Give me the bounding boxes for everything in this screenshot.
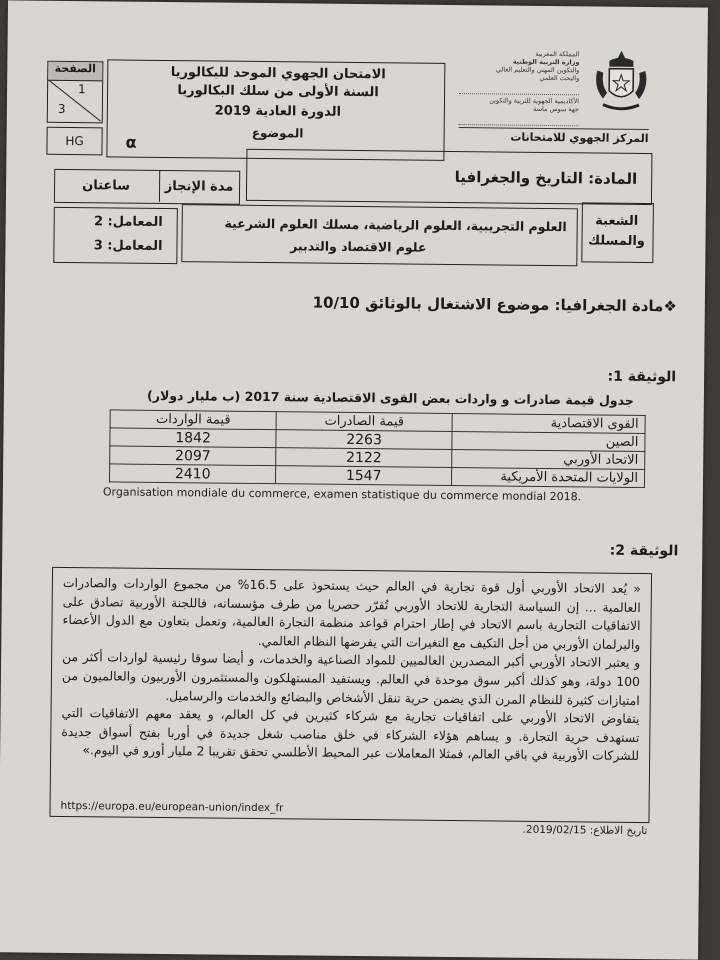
coefficient-1: المعامل: 2 — [93, 214, 163, 230]
center-name: المركز الجهوي للامتحانات — [459, 127, 649, 145]
doc2-paragraph: « يُعد الاتحاد الأوربي أول قوة تجارية في العالم حيث يستحوذ على 16.5% من مجموع الواردات والصادرات العالمية ... إن السياسة التجارية للاتحاد الأوربي تُقرّر حصريا من طرف مؤسساته، فاللجنة الأوربية تصادق على الاتفاقيات التجارية باسم الاتحاد في إطار احترام قواعد منظمة التجارة العالمية، وتعمل بتعاون مع الدول الأعضاء والبرلمان الأوربي من أجل التكيف مع التغيرات التي يفرضها النظام العالمي. — [62, 574, 641, 652]
column-header: قيمة الواردات — [110, 410, 277, 430]
doc2-paragraph: و يعتبر الاتحاد الأوربي أكبر المصدرين العالميين للمواد الصناعية والخدمات، و أيضا سوقا رئيسية لواردات أكثر من 100 دولة، وهو كذلك أكبر سوق موحدة في العالم. ويستفيد المستهلكون والمستثمرون الأوربيون والعالميون من امتيازات كثيرة للنظام المرن الذي يضمن حرية تنقل الأشخاص والبضائع والخدمات والرساميل. — [61, 649, 641, 708]
doc1-table-wrap — [109, 409, 646, 488]
table-cell: 2122 — [276, 448, 452, 468]
table-cell: 1842 — [110, 428, 277, 448]
subject-box — [246, 149, 653, 205]
doc1-table — [109, 409, 646, 488]
branch-label-box — [581, 202, 654, 263]
page-label: الصفحة — [48, 62, 102, 82]
doc2-label: الوثيقة 2: — [609, 542, 679, 560]
ministry-line: والبحث العلمي — [539, 73, 580, 83]
doc2-access — [519, 824, 647, 837]
ministry-line: جهة سوس ماسة — [533, 104, 579, 114]
subject-code-box — [46, 127, 102, 156]
table-cell: 2263 — [276, 430, 452, 450]
doc1-caption: جدول قيمة صادرات و واردات بعض القوى الاقتصادية سنة 2017 (ب مليار دولار) — [147, 387, 634, 408]
doc1-source: Organisation mondiale du commerce, examen statistique du commerce mondial 2018. — [102, 485, 582, 504]
duration-box — [54, 169, 240, 205]
branch-line-2: علوم الاقتصاد والتدبير — [290, 238, 427, 255]
subject-code: HG — [65, 133, 84, 149]
duration-label: مدة الإنجاز — [164, 178, 234, 195]
diagonal-divider — [48, 80, 101, 122]
topic-label: الموضوع — [251, 125, 304, 141]
doc1-label: الوثيقة 1: — [607, 368, 677, 386]
page-total: 3 — [57, 101, 66, 116]
coat-of-arms-emblem — [589, 46, 654, 119]
table-cell: الصين — [452, 432, 645, 452]
table-cell: الولايات المتحدة الأمريكية — [451, 468, 644, 488]
branch-line-1: العلوم التجريبية، العلوم الرياضية، مسلك العلوم الشرعية — [224, 215, 567, 235]
ministry-line: المملكة المغربية — [535, 49, 580, 59]
branch-label: الشعبة والمسلك — [588, 213, 645, 250]
column-header: قيمة الصادرات — [276, 412, 452, 432]
doc2-box — [49, 567, 652, 823]
coefficient-2: المعامل: 3 — [93, 238, 163, 254]
access-date: 2019/02/15. — [522, 823, 587, 837]
coefficient-box — [53, 207, 178, 264]
variant-symbol: α — [125, 132, 137, 152]
table-cell: الاتحاد الأوربي — [452, 450, 645, 470]
page-number-box — [47, 61, 104, 124]
subject-text — [455, 168, 638, 188]
table-cell: 1547 — [276, 466, 452, 486]
table-cell: 2097 — [110, 446, 277, 466]
doc2-url: https://europa.eu/european-union/index_fr — [60, 799, 284, 815]
duration-divider — [159, 171, 160, 202]
ministry-line: الأكاديمية الجهوية للتربية والتكوين — [489, 96, 580, 106]
ministry-line: وزارة التربية الوطنية — [512, 57, 580, 67]
exam-level: السنة الأولى من سلك البكالوريا — [177, 83, 379, 101]
access-label: تاريخ الاطلاع: — [589, 824, 648, 838]
exam-session: الدورة العادية 2019 — [214, 103, 342, 120]
table-cell: 2410 — [109, 464, 276, 484]
duration-value: ساعتان — [82, 178, 131, 194]
ministry-line: والتكوين المهني والتعليم العالي — [495, 65, 580, 75]
subject-value: التاريخ والجغرافيا — [454, 168, 584, 188]
exam-title: الامتحان الجهوي الموحد للبكالوريا — [170, 65, 386, 83]
section-title: ❖مادة الجغرافيا: موضوع الاشتغال بالوثائق 10/10 — [312, 293, 677, 316]
doc2-paragraph: يتفاوض الاتحاد الأوربي على اتفاقيات تجارية مع شركاء كثيرين في كل العالم، و يعقد معهم الاتفاقيات التي تستهدف حرية التجارة. و يساهم هؤلاء الشركاء في خلق مناصب شغل جديدة في أوربا بفتح أسواق جديدة للشركات الأوربية في باقي العالم، فمثلا المعاملات عبر المحيط الأطلسي تحقق تقريبا 2 مليار أورو في اليوم.» — [61, 705, 640, 764]
exam-title-box — [106, 59, 445, 161]
page-current: 1 — [78, 82, 86, 97]
column-header: القوى الاقتصادية — [452, 414, 645, 434]
branch-values-box — [181, 204, 578, 266]
ministry-block — [459, 49, 580, 128]
subject-label: المادة: — [588, 169, 638, 188]
